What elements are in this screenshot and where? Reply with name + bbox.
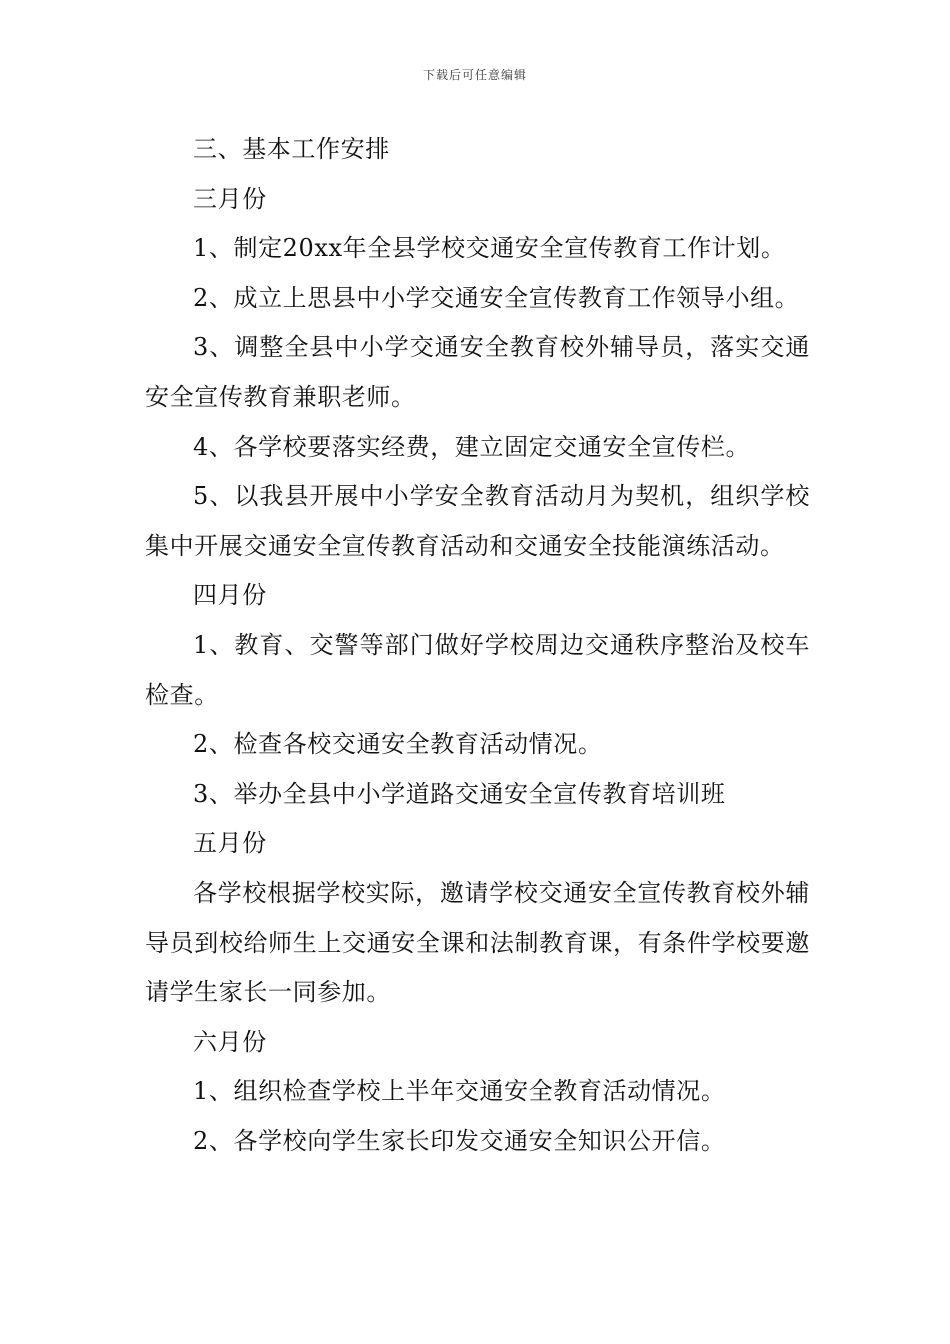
- document-body: [145, 125, 810, 1166]
- paragraph: 2、成立上思县中小学交通安全宣传教育工作领导小组。: [193, 283, 800, 312]
- paragraph: 1、制定20xx年全县学校交通安全宣传教育工作计划。: [193, 234, 786, 263]
- month-heading-april: 四月份: [193, 581, 267, 610]
- paragraph: 1、教育、交警等部门做好学校周边交通秩序整治及校车检查。: [145, 630, 810, 709]
- paragraph: 1、组织检查学校上半年交通安全教育活动情况。: [193, 1077, 726, 1106]
- paragraph: 3、举办全县中小学道路交通安全宣传教育培训班: [193, 779, 726, 808]
- page-header-note: 下载后可任意编辑: [422, 68, 527, 82]
- paragraph: 2、检查各校交通安全教育活动情况。: [193, 730, 603, 759]
- section-heading: 三、基本工作安排: [193, 135, 390, 163]
- paragraph: 3、调整全县中小学交通安全教育校外辅导员，落实交通安全宣传教育兼职老师。: [145, 333, 810, 411]
- month-heading-may: 五月份: [193, 829, 267, 858]
- paragraph: 5、以我县开展中小学安全教育活动月为契机，组织学校集中开展交通安全宣传教育活动和交通安全技能演练活动。: [145, 482, 810, 560]
- month-heading-june: 六月份: [193, 1027, 267, 1056]
- paragraph: 各学校根据学校实际，邀请学校交通安全宣传教育校外辅导员到校给师生上交通安全课和法制教育课，有条件学校要邀请学生家长一同参加。: [145, 878, 810, 1007]
- month-heading-march: 三月份: [193, 184, 267, 213]
- paragraph: 4、各学校要落实经费，建立固定交通安全宣传栏。: [193, 432, 751, 461]
- paragraph: 2、各学校向学生家长印发交通安全知识公开信。: [193, 1126, 726, 1155]
